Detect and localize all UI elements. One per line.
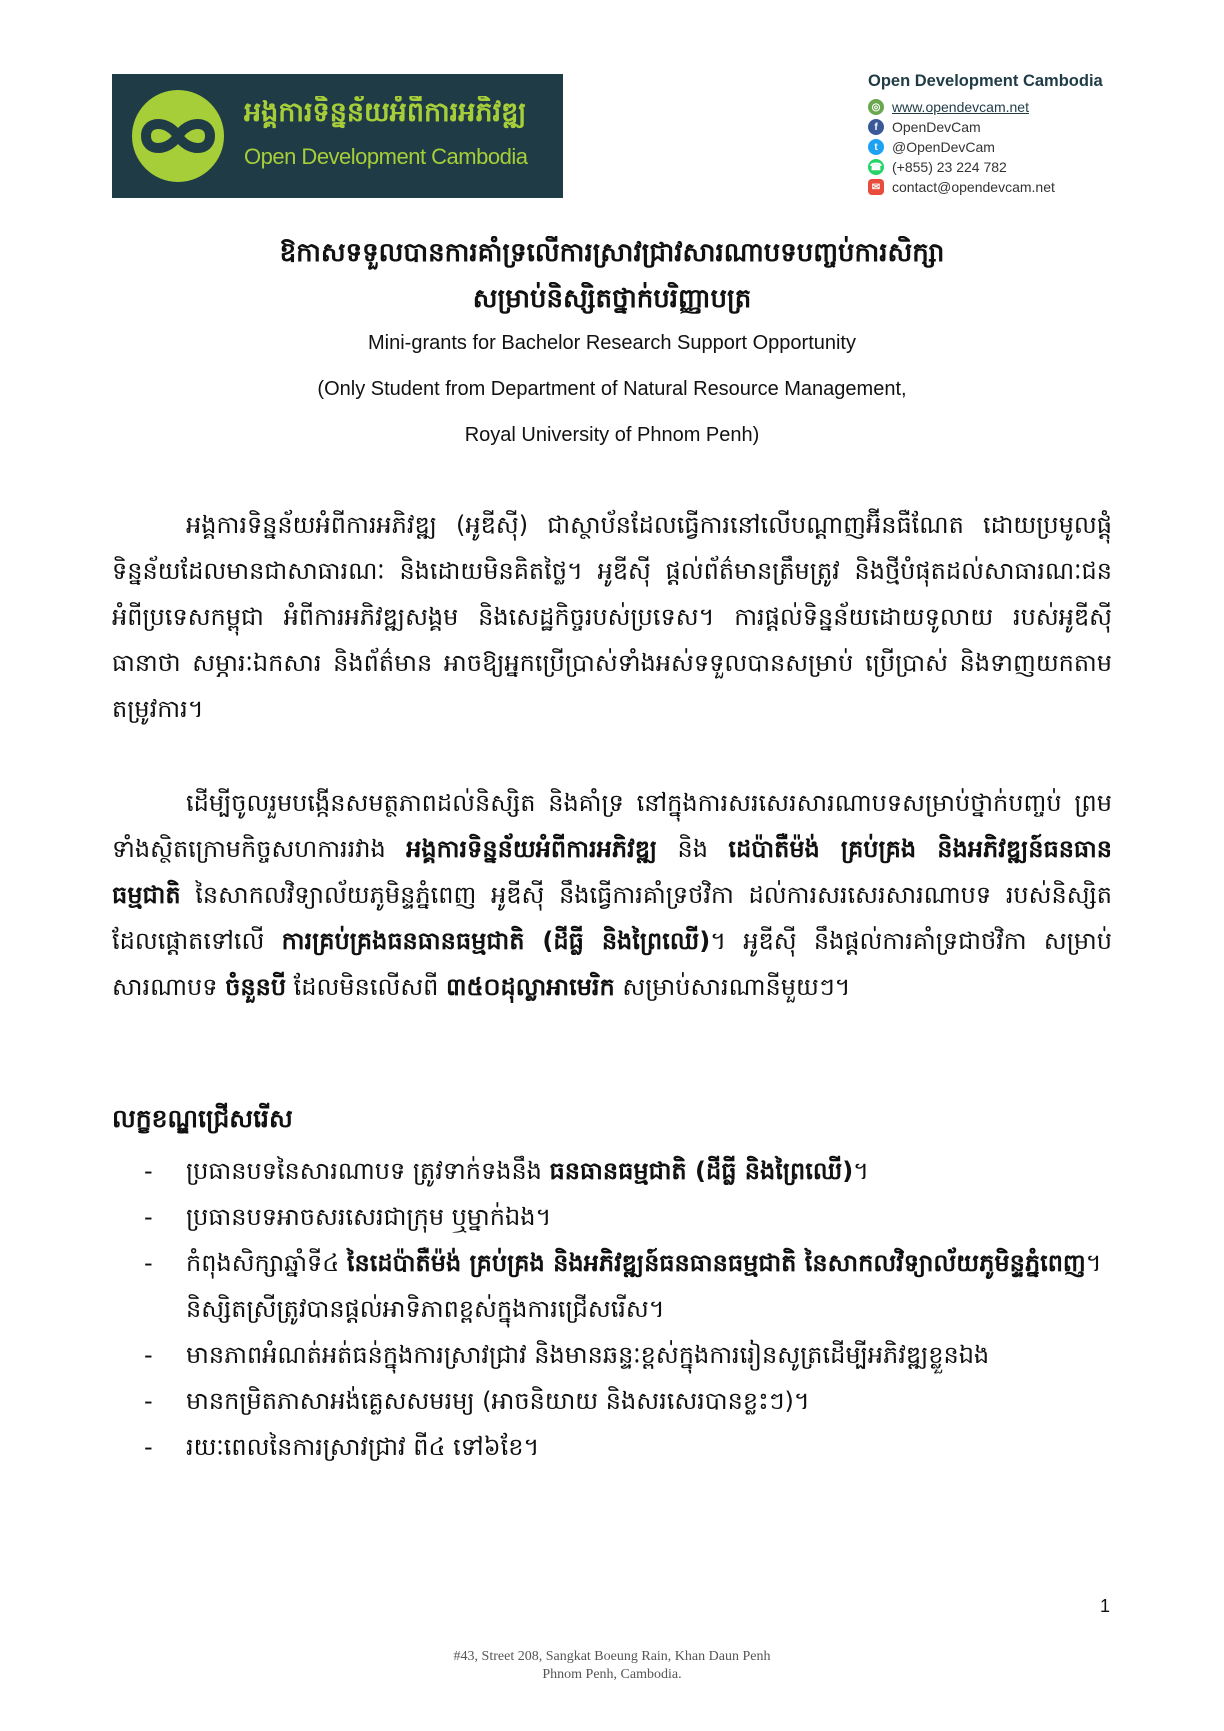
facebook-icon: f: [868, 119, 884, 135]
footer-line-1: #43, Street 208, Sangkat Boeung Rain, Khan Daun Penh: [453, 1649, 771, 1664]
contact-phone: [868, 157, 1168, 177]
criteria-list: [140, 1148, 1120, 1470]
p2-bold-odc: អង្គការទិន្នន័យអំពីការអភិវឌ្ឍ: [406, 835, 658, 863]
facebook-handle: OpenDevCam: [892, 119, 981, 135]
p2-text-e: នៃសាកលវិទ្យាល័យភូមិន្ទភ្នំពេញ អូឌីស៊ី នឹងធ្វើការគាំទ្រថវិកា ដល់ការសរសេរសារណាបទ របស់និស្សិត ដែលផ្តោតទៅលើ: [112, 881, 1112, 955]
page-number: 1: [1100, 1596, 1111, 1616]
criteria-item-2: - ប្រធានបទអាចសរសេរជាក្រុម ឬម្នាក់ឯង។: [140, 1194, 1120, 1240]
infinity-logo-icon: [128, 88, 228, 184]
contact-block: [868, 72, 1168, 197]
email-icon: ✉: [868, 179, 884, 195]
phone-icon: ☎: [868, 159, 884, 175]
logo-name-kh: អង្គការទិន្នន័យអំពីការអភិវឌ្ឍ: [244, 97, 527, 128]
title-en-line3: Royal University of Phnom Penh): [464, 424, 760, 446]
intro-paragraph-1: អង្គការទិន្នន័យអំពីការអភិវឌ្ឍ (អូឌីស៊ី) ជាស្ថាប័នដែលធ្វើការនៅលើបណ្តាញអ៊ីនធឺណែត ដោយប្រមូលផ្តុំទិន្នន័យដែលមានជាសាធារណៈ និងដោយមិនគិតថ្លៃ។ អូឌីស៊ី ផ្តល់ព័ត៌មានត្រឹមត្រូវ និងថ្មីបំផុតដល់សាធារណៈជនអំពីប្រទេសកម្ពុជា អំពីការអភិវឌ្ឍសង្គម និងសេដ្ឋកិច្ចរបស់ប្រទេស។ ការផ្តល់ទិន្នន័យដោយទូលាយ របស់អូឌីស៊ី ធានាថា សម្ភារៈឯកសារ និងព័ត៌មាន អាចឱ្យអ្នកប្រើប្រាស់ទាំងអស់ទទួលបានសម្រាប់ ប្រើប្រាស់ និងទាញយកតាមតម្រូវការ។: [112, 511, 1112, 723]
criteria-heading: លក្ខខណ្ឌជ្រើសរើស: [112, 1104, 293, 1133]
footer-address: [0, 1648, 1224, 1684]
odc-logo: [112, 74, 563, 198]
intro-paragraph-2: [112, 780, 1112, 1010]
p2-text-c: និង: [657, 835, 729, 863]
criteria-item-3: [140, 1240, 1120, 1332]
title-en-line1: Mini-grants for Bachelor Research Support Opportunity: [367, 332, 856, 354]
criteria-item-1-end: ។: [853, 1157, 869, 1185]
criteria-item-1: [140, 1148, 1120, 1194]
footer-line-2: Phnom Penh, Cambodia.: [542, 1667, 682, 1682]
p2-bold-focus: ការគ្រប់គ្រងធនធានធម្មជាតិ (ដីធ្លី និងព្រៃឈើ): [281, 927, 711, 955]
logo-name-en: Open Development Cambodia: [244, 144, 528, 169]
website-link[interactable]: www.opendevcam.net: [892, 99, 1029, 115]
p2-text-k: សម្រាប់សារណានីមួយៗ។: [614, 973, 851, 1001]
globe-icon: ◎: [868, 99, 884, 115]
twitter-icon: t: [868, 139, 884, 155]
contact-title: Open Development Cambodia: [868, 72, 1103, 90]
contact-twitter[interactable]: [868, 137, 1168, 157]
phone-number: (+855) 23 224 782: [892, 159, 1007, 175]
twitter-handle: @OpenDevCam: [892, 139, 995, 155]
criteria-item-3-end: ។ និស្សិតស្រីត្រូវបានផ្តល់អាទិភាពខ្ពស់ក្នុងការជ្រើសរើស។: [186, 1249, 1102, 1323]
criteria-item-3-bold: នៃដេប៉ាតឺម៉ង់ គ្រប់គ្រង និងអភិវឌ្ឍន៍ធនធានធម្មជាតិ នៃសាកលវិទ្យាល័យភូមិន្ទភ្នំពេញ: [346, 1249, 1086, 1277]
p2-bold-department: ដេប៉ាតឺម៉ង់ គ្រប់គ្រង និងអភិវឌ្ឍន៍ធនធានធម្មជាតិ: [112, 835, 1113, 909]
p2-text-i: ដែលមិនលើសពី: [286, 973, 447, 1001]
p2-bold-count: ចំនួនបី: [225, 973, 287, 1001]
title-kh-line1: ឱកាសទទួលបានការគាំទ្រលើការស្រាវជ្រាវសារណាបទបញ្ចប់ការសិក្សា: [279, 238, 945, 268]
contact-facebook[interactable]: [868, 117, 1168, 137]
contact-email[interactable]: [868, 177, 1168, 197]
criteria-item-3-text: កំពុងសិក្សាឆ្នាំទី៤: [186, 1249, 347, 1277]
criteria-item-1-text: ប្រធានបទនៃសារណាបទ ត្រូវទាក់ទងនឹង: [186, 1157, 550, 1185]
p2-bold-amount: ៣៥០ដុល្លាអាមេរិក: [446, 973, 615, 1001]
contact-website[interactable]: [868, 97, 1168, 117]
email-address: contact@opendevcam.net: [892, 179, 1055, 195]
criteria-item-5: - មានកម្រិតភាសាអង់គ្លេសសមរម្យ (អាចនិយាយ និងសរសេរបានខ្លះៗ)។: [140, 1378, 1120, 1424]
criteria-item-1-bold: ធនធានធម្មជាតិ (ដីធ្លី និងព្រៃឈើ): [549, 1157, 854, 1185]
criteria-item-6: - រយៈពេលនៃការស្រាវជ្រាវ ពី៤ ទៅ៦ខែ។: [140, 1424, 1120, 1470]
title-kh-line2: សម្រាប់និស្សិតថ្នាក់បរិញ្ញាបត្រ: [472, 284, 752, 314]
p2-text-a: ដើម្បីចូលរួមបង្កើនសមត្ថភាពដល់និស្សិត និងគាំទ្រ នៅក្នុងការសរសេរសារណាបទសម្រាប់ថ្នាក់បញ្ចប់ ព្រមទាំងស្ថិតក្រោមកិច្ចសហការរវាង: [112, 789, 1112, 863]
title-en-line2: (Only Student from Department of Natural Resource Management,: [317, 378, 907, 400]
criteria-item-4: - មានភាពអំណត់អត់ធន់ក្នុងការស្រាវជ្រាវ និងមានឆន្ទៈខ្ពស់ក្នុងការរៀនសូត្រដើម្បីអភិវឌ្ឍខ្លួនឯង: [140, 1332, 1120, 1378]
p2-text-g: ។ អូឌីស៊ី នឹងផ្តល់ការគាំទ្រជាថវិកា សម្រាប់សារណាបទ: [112, 927, 1112, 1001]
